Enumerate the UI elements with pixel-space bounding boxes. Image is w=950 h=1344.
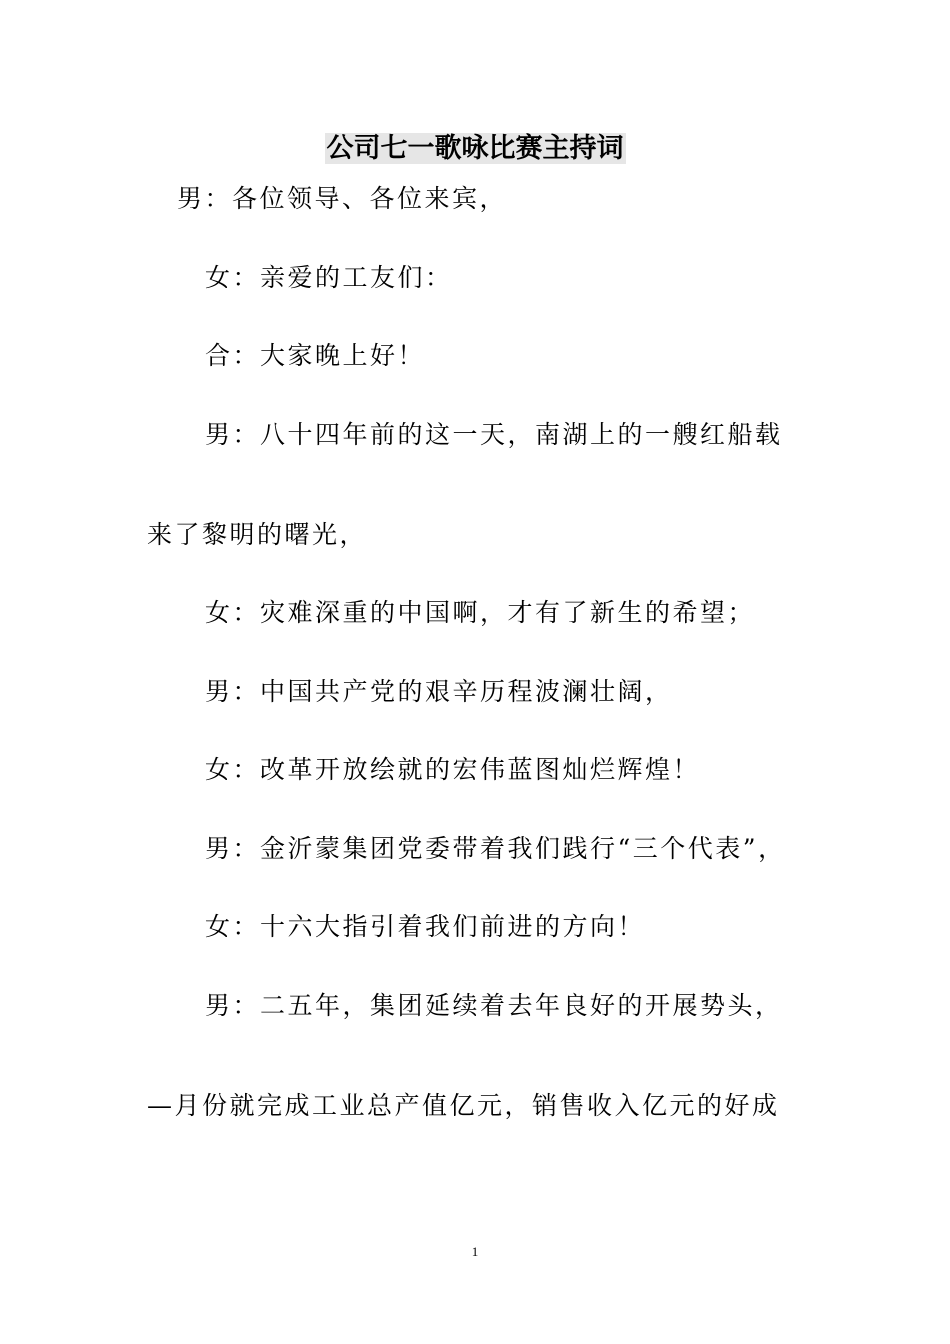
script-line: 男：各位领导、各位来宾， bbox=[177, 184, 508, 213]
script-line: 男：八十四年前的这一天，南湖上的一艘红船载 bbox=[205, 420, 783, 449]
script-line: 女：改革开放绘就的宏伟蓝图灿烂辉煌！ bbox=[205, 755, 701, 784]
page-number: 1 bbox=[471, 1244, 479, 1259]
script-line: —月份就完成工业总产值亿元，销售收入亿元的好成 bbox=[147, 1091, 780, 1120]
script-line: 男：二五年，集团延续着去年良好的开展势头， bbox=[205, 991, 783, 1020]
script-line: 男：中国共产党的艰辛历程波澜壮阔， bbox=[205, 677, 673, 706]
script-line: 男：金沂蒙集团党委带着我们践行“三个代表”， bbox=[205, 834, 786, 863]
document-title bbox=[0, 131, 950, 167]
script-line: 女：十六大指引着我们前进的方向！ bbox=[205, 912, 646, 941]
script-line: 合：大家晚上好！ bbox=[205, 341, 426, 370]
script-line: 来了黎明的曙光， bbox=[147, 520, 368, 549]
script-line: 女：灾难深重的中国啊，才有了新生的希望； bbox=[205, 598, 756, 627]
document-title-text: 公司七一歌咏比赛主持词 bbox=[326, 133, 624, 164]
script-line: 女：亲爱的工友们： bbox=[205, 263, 453, 292]
